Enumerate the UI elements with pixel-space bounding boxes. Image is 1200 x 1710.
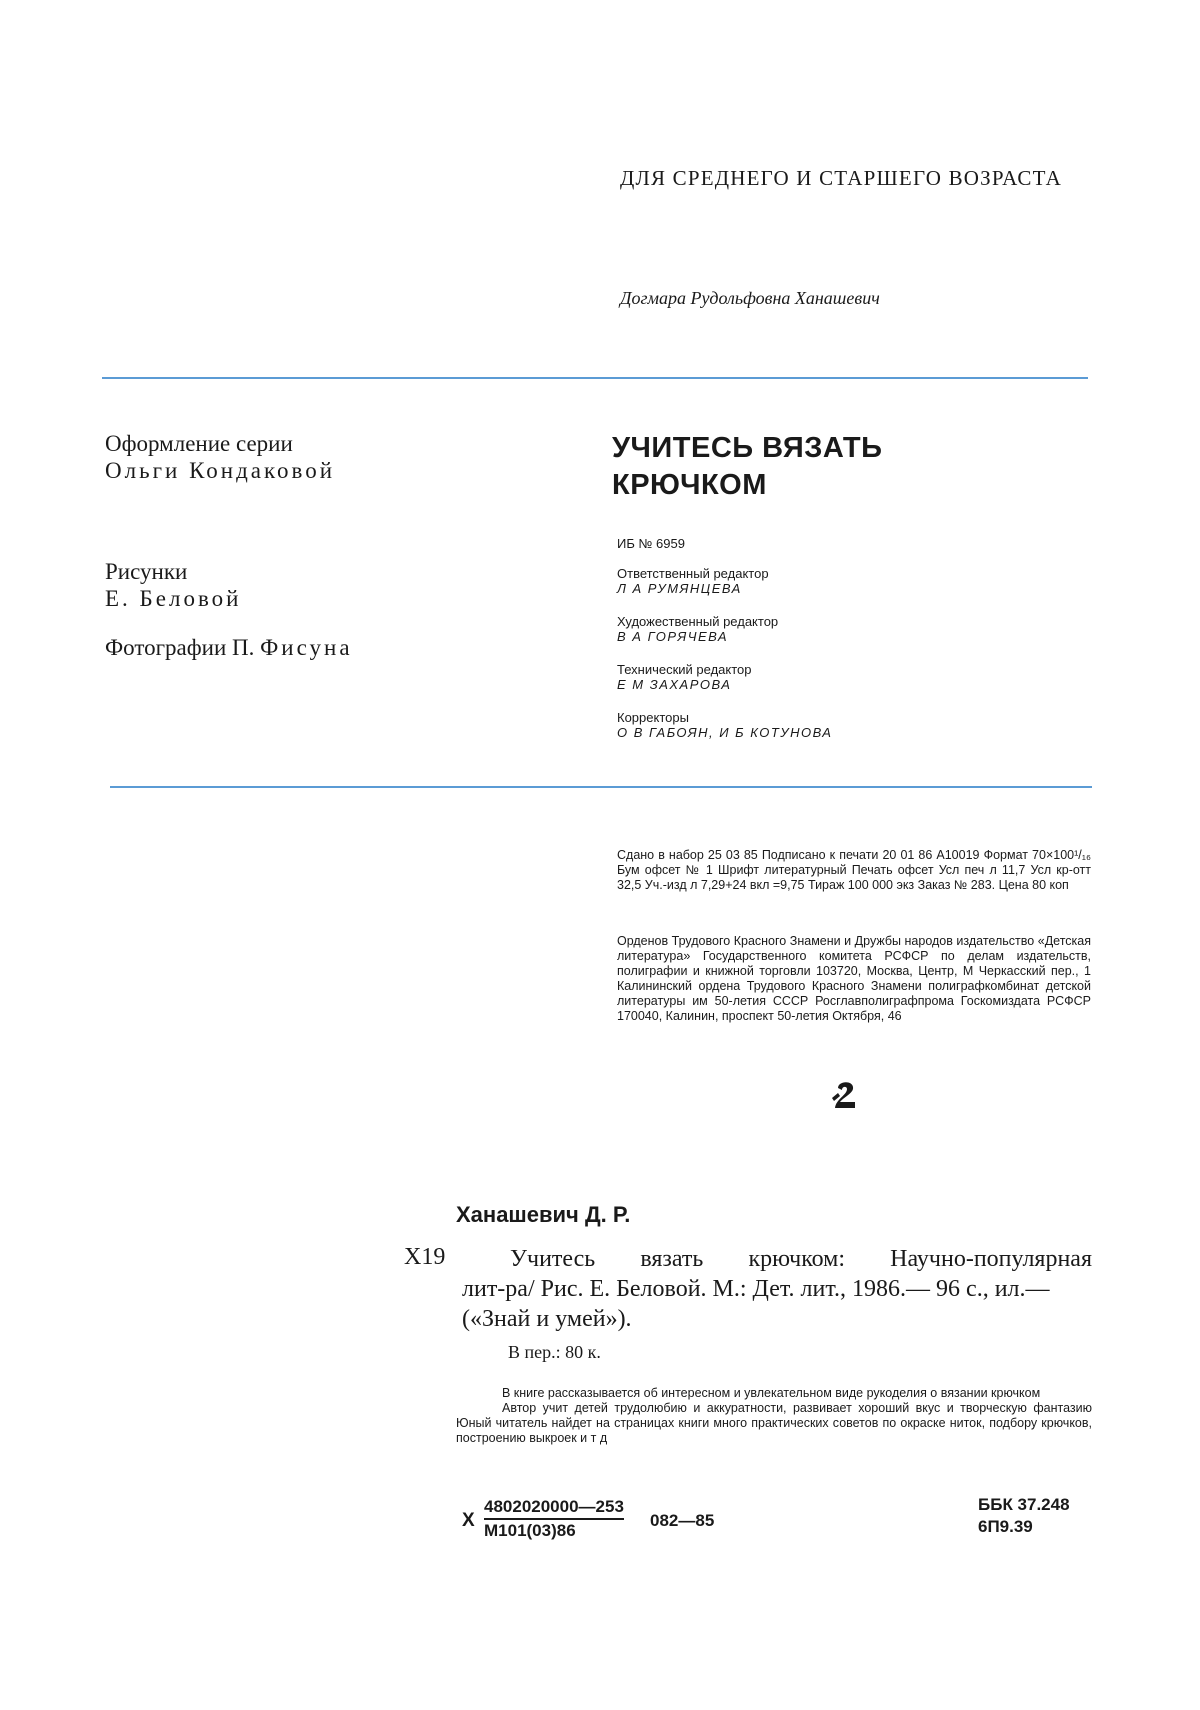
drawings-name: Е. Беловой	[105, 586, 242, 611]
editor-role: Художественный редактор	[617, 614, 779, 629]
bbk-line-2: 6П9.39	[978, 1517, 1033, 1536]
annotation	[456, 1386, 1092, 1446]
catalog-code: Х19	[404, 1244, 446, 1270]
editor-technical	[617, 662, 752, 692]
book-title-line-1: УЧИТЕСЬ ВЯЗАТЬ	[612, 432, 883, 464]
photos-name: Фисуна	[260, 635, 353, 660]
editor-role: Ответственный редактор	[617, 566, 769, 581]
editor-role: Технический редактор	[617, 662, 752, 677]
ib-number: ИБ № 6959	[617, 536, 685, 551]
book-title	[612, 430, 882, 504]
catalog-entry	[462, 1244, 1092, 1334]
catalog-entry-first-line: Учитесь вязать крючком: Научно-популярная	[510, 1246, 1092, 1272]
annotation-paragraph-2: Автор учит детей трудолюбию и аккуратности, развивает хороший вкус и творческую фантазию Юный читатель найдет на страницах книги много практических советов по окраске ниток, подбору крючков, построению выкроек и т д	[456, 1401, 1092, 1445]
series-design-credit	[105, 430, 335, 484]
editor-name: В А ГОРЯЧЕВА	[617, 629, 729, 644]
publisher-logo-icon	[830, 1078, 862, 1114]
bbk-line-1: ББК 37.248	[978, 1495, 1070, 1514]
catalog-author: Ханашевич Д. Р.	[456, 1202, 631, 1227]
series-design-name: Ольги Кондаковой	[105, 458, 336, 483]
index-numerator: 4802020000—253	[484, 1497, 624, 1520]
publisher-details: Орденов Трудового Красного Знамени и Дружбы народов издательство «Детская литература» Государственного комитета РСФСР по делам издательств, полиграфии и книжной торговли 103720, Москва, Центр, М Черкасский пер., 1 Калининский ордена Трудового Красного Знамени полиграфкомбинат детской литературы им 50-летия СССР Росглавполиграфпрома Госкомиздата РСФСР 170040, Калинин, проспект 50-летия Октября, 46	[617, 934, 1091, 1023]
editor-name: О В ГАБОЯН, И Б КОТУНОВА	[617, 725, 833, 740]
editor-role: Корректоры	[617, 710, 689, 725]
book-title-line-2: КРЮЧКОМ	[612, 469, 767, 501]
drawings-credit	[105, 558, 241, 612]
editor-name: Е М ЗАХАРОВА	[617, 677, 732, 692]
photos-label: Фотографии П.	[105, 635, 255, 660]
drawings-label: Рисунки	[105, 559, 188, 584]
printing-details: Сдано в набор 25 03 85 Подписано к печати 20 01 86 А10019 Формат 70×100¹/₁₆ Бум офсет № 1 Шрифт литературный Печать офсет Усл печ л 11,7 Усл кр-отт 32,5 Уч.-изд л 7,29+24 вкл =9,75 Тираж 100 000 экз Заказ № 283. Цена 80 коп	[617, 848, 1091, 892]
editor-responsible	[617, 566, 769, 596]
bbk-classification	[978, 1494, 1070, 1538]
author-full-name: Догмара Рудольфовна Ханашевич	[620, 288, 880, 308]
catalog-entry-rest: лит-ра/ Рис. Е. Беловой. М.: Дет. лит., 1986.— 96 с., ил.— («Знай и умей»).	[462, 1276, 1050, 1332]
photos-credit	[105, 634, 353, 661]
divider-bottom	[110, 786, 1092, 788]
editor-name: Л А РУМЯНЦЕВА	[617, 581, 742, 596]
series-design-label: Оформление серии	[105, 431, 293, 456]
age-group-label: ДЛЯ СРЕДНЕГО И СТАРШЕГО ВОЗРАСТА	[620, 166, 1062, 190]
editor-art	[617, 614, 778, 644]
index-suffix: 082—85	[650, 1511, 715, 1530]
catalog-price: В пер.: 80 к.	[508, 1342, 601, 1362]
divider-top	[102, 377, 1088, 379]
annotation-paragraph-1: В книге рассказывается об интересном и увлекательном виде рукоделия о вязании крючком	[502, 1386, 1041, 1400]
index-denominator: М101(03)86	[484, 1521, 576, 1540]
editor-proofreaders	[617, 710, 832, 740]
index-prefix: Х	[462, 1510, 475, 1531]
